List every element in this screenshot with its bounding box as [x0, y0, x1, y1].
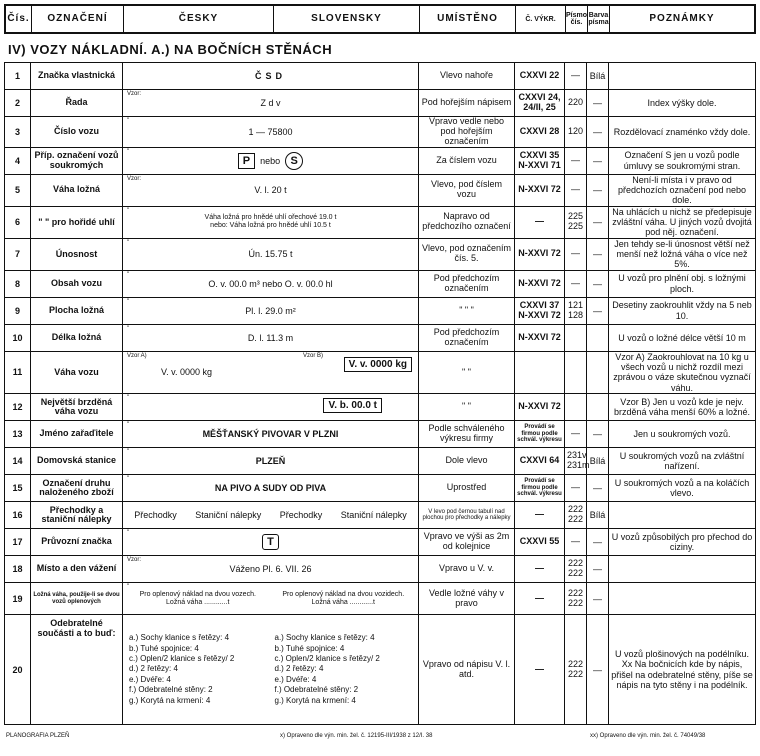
row-barva: — — [587, 90, 609, 117]
row-ref: N-XXVI 72 — [515, 270, 565, 297]
brake-weight-box: V. b. 00.0 t — [323, 398, 382, 413]
row-note: U vozů o ložné délce větší 10 m — [609, 324, 756, 351]
row-note — [609, 502, 756, 529]
row-location: Pod hořejším nápisem — [419, 90, 515, 117]
row-value-cell — [123, 421, 419, 448]
row-number: 6 — [5, 206, 31, 238]
row-value-cell — [123, 324, 419, 351]
row-barva: — — [587, 556, 609, 583]
list-item: a.) Sochy klanice s řetězy: 4 — [129, 633, 230, 643]
row-number: 19 — [5, 583, 31, 615]
vzor-label: " — [127, 239, 130, 246]
row-pismo: 231v 231m — [565, 448, 587, 475]
weight-box-b: V. v. 0000 kg — [344, 357, 412, 372]
row-name: Největší brzděná váha vozu — [31, 394, 123, 421]
row-name: " " pro hořidé uhlí — [31, 206, 123, 238]
row-number: 5 — [5, 174, 31, 206]
parts-lists — [125, 633, 416, 706]
list-item: g.) Korytá na krmení: 4 — [129, 695, 211, 705]
row-ref: CXXVI 55 — [515, 529, 565, 556]
row-note: Index výšky dole. — [609, 90, 756, 117]
split-columns — [125, 591, 416, 607]
list-item: b.) Tuhé spojnice: 4 — [129, 643, 199, 653]
header-pismo: Písmo čís. — [566, 6, 588, 32]
vzor-a-label: Vzor A) — [127, 352, 147, 359]
table-row — [5, 324, 756, 351]
row-location: Vlevo nahoře — [419, 63, 515, 90]
row-barva: — — [587, 475, 609, 502]
vzor-label: Vzor: — [127, 557, 142, 564]
row-pismo: 222 222 — [565, 556, 587, 583]
row-number: 7 — [5, 238, 31, 270]
row-name: Domovská stanice — [31, 448, 123, 475]
vzor-label: " — [127, 271, 130, 278]
row-value-line2: nebo: Váha ložná pro hnědé uhlí 10.5 t — [210, 222, 331, 230]
row-number: 8 — [5, 270, 31, 297]
row-pismo: — — [565, 63, 587, 90]
row-ref: CXXVI 22 — [515, 63, 565, 90]
row-value-cell — [123, 174, 419, 206]
vzor-label: " — [127, 449, 130, 456]
header-cesky: ČESKY — [124, 6, 274, 32]
row-location: " " " — [419, 297, 515, 324]
row-pismo: — — [565, 421, 587, 448]
row-number: 14 — [5, 448, 31, 475]
row-pismo: 222 222 — [565, 502, 587, 529]
row-note: Jen tehdy se-li únosnost větší než menší než ložná váha o více než 5%. — [609, 238, 756, 270]
row-note: U vozů plošinových na podélníku. Xx Na bočnicích kde by nápis, přišel na odebratelné stěny, píše se nápis na tyto stěny i na podélník. — [609, 615, 756, 725]
row-pismo: — — [565, 270, 587, 297]
list-item: d.) 2 řetězy: 4 — [129, 664, 178, 674]
row-value: Ún. 15.75 t — [248, 249, 293, 260]
row-name: Odebratelné součásti a to buď: — [31, 615, 123, 725]
row-pismo: 222 222 — [565, 583, 587, 615]
row-barva: — — [587, 238, 609, 270]
row-name: Číslo vozu — [31, 117, 123, 148]
col-prechodky: Přechodky — [279, 510, 323, 521]
row-note — [609, 583, 756, 615]
row-value-line1: Váha ložná pro hnědé uhlí ořechové 19.0 t — [204, 214, 337, 222]
table-row — [5, 529, 756, 556]
row-barva: — — [587, 206, 609, 238]
row-ref: Provádí se firmou podle schvál. výkresu — [515, 421, 565, 448]
row-location: Pod předchozím označením — [419, 270, 515, 297]
row-ref: CXXVI 37 N-XXVI 72 — [515, 297, 565, 324]
table-row — [5, 174, 756, 206]
row-ref: CXXVI 24, 24/II, 25 — [515, 90, 565, 117]
header-oznaceni: OZNAČENÍ — [32, 6, 124, 32]
row-location: Pod předchozím označením — [419, 324, 515, 351]
row-barva: — — [587, 529, 609, 556]
row-note: Není-li místa i v pravo od předchozích označení pod nebo dole. — [609, 174, 756, 206]
row-location: Uprostřed — [419, 475, 515, 502]
table-row — [5, 615, 756, 725]
vzor-b-label: Vzor B) — [303, 352, 324, 359]
table-row — [5, 238, 756, 270]
row-note: U soukromých vozů a na koláčích vlevo. — [609, 475, 756, 502]
row-number: 11 — [5, 351, 31, 393]
row-value-cell — [123, 556, 419, 583]
row-note — [609, 556, 756, 583]
row-ref: CXXVI 35 N-XXVI 71 — [515, 147, 565, 174]
row-name: Plocha ložná — [31, 297, 123, 324]
row-name: Délka ložná — [31, 324, 123, 351]
row-number: 12 — [5, 394, 31, 421]
row-location: Vpravo vedle nebo pod hořejším označením — [419, 117, 515, 148]
row-location: Vlevo, pod označením čís. 5. — [419, 238, 515, 270]
header-cis: Čís. — [6, 6, 32, 32]
row-value-left: Pro oplenový náklad na dvou vozech. Ložná váha ............t — [139, 590, 256, 606]
row-location: " " — [419, 394, 515, 421]
header-slovensky: SLOVENSKY — [274, 6, 420, 32]
row-value-cell — [123, 238, 419, 270]
table-row — [5, 448, 756, 475]
row-value-cell — [123, 502, 419, 529]
vzor-label: " — [127, 530, 130, 537]
vzor-label: " — [127, 395, 130, 402]
row-barva: — — [587, 174, 609, 206]
row-note: U vozů pro plnění obj. s ložnými ploch. — [609, 270, 756, 297]
row-value-cell — [123, 394, 419, 421]
row-value-cell — [123, 90, 419, 117]
row-ref: — — [515, 502, 565, 529]
row-pismo: — — [565, 174, 587, 206]
row-value-cell — [123, 448, 419, 475]
parts-list-left — [125, 633, 271, 706]
row-note: Desetiny zaokrouhlit vždy na 5 neb 10. — [609, 297, 756, 324]
table-row — [5, 63, 756, 90]
row-note: Rozdělovací znaménko vždy dole. — [609, 117, 756, 148]
row-name: Značka vlastnická — [31, 63, 123, 90]
table-row — [5, 556, 756, 583]
row-ref: — — [515, 556, 565, 583]
row-barva: Bílá — [587, 502, 609, 529]
list-item: g.) Korytá na krmení: 4 — [274, 695, 356, 705]
row-value: 1 — 75800 — [248, 126, 293, 137]
row-number: 16 — [5, 502, 31, 529]
row-value: D. l. 11.3 m — [247, 332, 294, 343]
row-number: 20 — [5, 615, 31, 725]
vzor-label: " — [127, 148, 130, 155]
row-pismo: 222 222 — [565, 615, 587, 725]
row-ref: CXXVI 64 — [515, 448, 565, 475]
vzor-label: " — [127, 584, 130, 591]
row-value-cell — [123, 583, 419, 615]
row-number: 2 — [5, 90, 31, 117]
row-name: Označení druhu naloženého zboží — [31, 475, 123, 502]
row-number: 3 — [5, 117, 31, 148]
list-item: f.) Odebratelné stěny: 2 — [274, 685, 359, 695]
col-stanicni: Staniční nálepky — [340, 510, 407, 521]
list-item: a.) Sochy klanice s řetězy: 4 — [274, 633, 375, 643]
table-row — [5, 421, 756, 448]
row-note: Jen u soukromých vozů. — [609, 421, 756, 448]
row-ref: — — [515, 583, 565, 615]
list-item: b.) Tuhé spojnice: 4 — [274, 643, 345, 653]
row-pismo: 121 128 — [565, 297, 587, 324]
row-value-cell — [123, 529, 419, 556]
row-location: Vedle ložné váhy v pravo — [419, 583, 515, 615]
row-value-cell — [123, 270, 419, 297]
row-number: 10 — [5, 324, 31, 351]
col-stanicni: Staniční nálepky — [195, 510, 262, 521]
header-poznamky: POZNÁMKY — [649, 13, 715, 24]
row-barva: — — [587, 421, 609, 448]
row-number: 17 — [5, 529, 31, 556]
row-location: Vpravo od nápisu V. l. atd. — [419, 615, 515, 725]
row-value-cell — [123, 615, 419, 725]
nebo-text: nebo — [260, 155, 281, 166]
row-barva: — — [587, 270, 609, 297]
row-value: ČSD — [123, 63, 419, 90]
list-item: d.) 2 řetězy: 4 — [274, 664, 324, 674]
row-name: Řada — [31, 90, 123, 117]
table-row — [5, 394, 756, 421]
row-ref: N-XXVI 72 — [515, 238, 565, 270]
row-value: Z d v — [260, 98, 281, 108]
row-value: Váženo Pl. 6. VII. 26 — [229, 564, 312, 575]
row-value: Pl. l. 29.0 m² — [245, 305, 296, 316]
row-value-cell — [123, 206, 419, 238]
private-s-mark: S — [285, 152, 303, 170]
list-item: e.) Dvéře: 4 — [129, 674, 171, 684]
row-ref: N-XXVI 72 — [515, 174, 565, 206]
row-location: " " — [419, 351, 515, 393]
row-value: V. l. 20 t — [254, 185, 287, 196]
vzor-label: " — [127, 207, 130, 214]
row-value: V. v. 0000 kg — [161, 367, 213, 378]
row-pismo — [565, 351, 587, 393]
col-prechodky: Přechodky — [134, 510, 177, 521]
row-name: Ložná váha, použije-li se dvou vozů oplenových — [31, 583, 123, 615]
row-number: 1 — [5, 63, 31, 90]
row-value: PLZEŇ — [255, 456, 286, 467]
row-pismo — [565, 324, 587, 351]
row-pismo: — — [565, 475, 587, 502]
row-note: U vozů způsobilých pro přechod do ciziny. — [609, 529, 756, 556]
table-row — [5, 583, 756, 615]
row-ref: CXXVI 28 — [515, 117, 565, 148]
row-ref: N-XXVI 72 — [515, 394, 565, 421]
row-barva: — — [587, 117, 609, 148]
row-number: 4 — [5, 147, 31, 174]
row-number: 15 — [5, 475, 31, 502]
footer-note-1: x) Opraveno dle výn. min. žel. č. 12195-III/1938 z 12/I. 38 — [280, 733, 433, 739]
private-p-mark: P — [238, 153, 255, 169]
row-barva — [587, 351, 609, 393]
label-columns — [125, 510, 416, 520]
row-note: Označení S jen u vozů podle úmluvy se soukromými stran. — [609, 147, 756, 174]
row-pismo: — — [565, 238, 587, 270]
table-row — [5, 475, 756, 502]
row-location: Podle schváleného výkresu firmy — [419, 421, 515, 448]
transit-mark-icon: T — [262, 534, 279, 550]
row-barva: — — [587, 583, 609, 615]
row-location: Vpravo ve výši as 2m od kolejnice — [419, 529, 515, 556]
table-row — [5, 206, 756, 238]
row-pismo: 225 225 — [565, 206, 587, 238]
row-barva: — — [587, 147, 609, 174]
row-pismo: 120 — [565, 117, 587, 148]
row-name: Průvozní značka — [31, 529, 123, 556]
section-title: IV) VOZY NÁKLADNÍ. A.) NA BOČNÍCH STĚNÁCH — [8, 42, 333, 57]
header-barva: Barva písma — [588, 6, 610, 32]
vehicle-marking-table — [4, 62, 756, 725]
row-location: Dole vlevo — [419, 448, 515, 475]
table-row — [5, 270, 756, 297]
row-barva: — — [587, 615, 609, 725]
row-pismo: — — [565, 147, 587, 174]
footer-printer: PLANOGRAFIA PLZEŇ — [6, 733, 70, 739]
row-barva: Bílá — [587, 63, 609, 90]
row-ref: N-XXVI 72 — [515, 324, 565, 351]
vzor-label: " — [127, 325, 130, 332]
row-barva: Bílá — [587, 448, 609, 475]
row-pismo: 220 — [565, 90, 587, 117]
row-value: O. v. 00.0 m³ nebo O. v. 00.0 hl — [208, 278, 333, 289]
table-header — [4, 4, 756, 34]
row-name: Příp. označení vozů soukromých — [31, 147, 123, 174]
row-name: Obsah vozu — [31, 270, 123, 297]
table-row — [5, 502, 756, 529]
row-value: NA PIVO A SUDY OD PIVA — [214, 483, 327, 494]
row-note — [609, 63, 756, 90]
header-c-vykr: Č. VÝKR. — [516, 6, 566, 32]
row-location: Napravo od předchozího označení — [419, 206, 515, 238]
row-number: 13 — [5, 421, 31, 448]
table-row — [5, 117, 756, 148]
parts-list-right — [271, 633, 417, 706]
row-pismo — [565, 394, 587, 421]
row-note: Vzor B) Jen u vozů kde je nejv. brzděná váha menší 60% a ložné. — [609, 394, 756, 421]
vzor-label: " — [127, 422, 130, 429]
vzor-label: " — [127, 118, 130, 124]
row-value-cell — [123, 147, 419, 174]
list-item: c.) Oplen/2 klanice s řetězy/ 2 — [274, 654, 380, 664]
row-name: Přechodky a staniční nálepky — [31, 502, 123, 529]
row-value-cell — [123, 117, 419, 148]
row-name: Jméno zařaďitele — [31, 421, 123, 448]
list-item: e.) Dvéře: 4 — [274, 674, 317, 684]
row-note: Na uhlácích u nichž se předepisuje zvláštní váha. U jiných vozů dvojitá pod něj. označení. — [609, 206, 756, 238]
row-pismo: — — [565, 529, 587, 556]
row-note: Vzor A) Zaokrouhlovat na 10 kg u všech vozů u nichž rozdíl mezi zprávou o váze skutečnou vyznačí váhu. — [609, 351, 756, 393]
vzor-label: " — [127, 298, 130, 305]
vzor-label: Vzor: — [127, 175, 142, 182]
row-number: 18 — [5, 556, 31, 583]
row-name: Váha vozu — [31, 351, 123, 393]
row-ref: — — [515, 206, 565, 238]
row-location: Vpravo u V. v. — [419, 556, 515, 583]
list-item: f.) Odebratelné stěny: 2 — [129, 685, 213, 695]
row-ref: Provádí se firmou podle schvál. výkresu — [515, 475, 565, 502]
table-row — [5, 147, 756, 174]
row-location: Vlevo, pod číslem vozu — [419, 174, 515, 206]
row-ref — [515, 351, 565, 393]
row-ref: — — [515, 615, 565, 725]
row-value: MĚŠŤANSKÝ PIVOVAR V PLZNI — [202, 429, 339, 440]
row-name: Místo a den vážení — [31, 556, 123, 583]
table-row — [5, 90, 756, 117]
row-value-cell — [123, 351, 419, 393]
list-item: c.) Oplen/2 klanice s řetězy/ 2 — [129, 654, 235, 664]
row-value-cell — [123, 297, 419, 324]
table-row — [5, 297, 756, 324]
header-umisteno: UMÍSTĚNO — [420, 6, 516, 32]
row-note: U soukromých vozů na zvláštní nařízení. — [609, 448, 756, 475]
row-barva — [587, 324, 609, 351]
row-barva: — — [587, 297, 609, 324]
table-row — [5, 351, 756, 393]
row-name: Váha ložná — [31, 174, 123, 206]
row-value-cell — [123, 475, 419, 502]
row-location: V levo pod černou tabulí nad plochou pro přechodky a nálepky — [419, 502, 515, 529]
row-location: Za číslem vozu — [419, 147, 515, 174]
vzor-label: " — [127, 476, 130, 483]
footer-note-2: xx) Opraveno dle výn. min. žel. č. 74049/38 — [590, 733, 706, 739]
vzor-label: Vzor: — [127, 91, 142, 97]
row-name: Únosnost — [31, 238, 123, 270]
row-value-right: Pro oplenový náklad na dvou vozidech. Ložná váha ............t — [282, 590, 405, 606]
row-number: 9 — [5, 297, 31, 324]
row-barva — [587, 394, 609, 421]
